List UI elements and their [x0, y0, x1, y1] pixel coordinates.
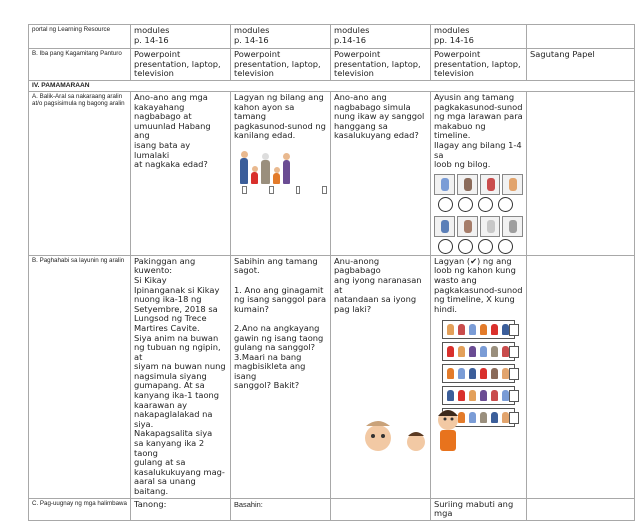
row-section-header — [29, 81, 635, 92]
cell-day4: modules pp. 14-16 — [431, 25, 527, 49]
cell-day4 — [431, 255, 527, 498]
cell-day3: modules p.14-16 — [331, 25, 431, 49]
cell-day2: modules p. 14-16 — [231, 25, 331, 49]
cell-day1: modules p. 14-16 — [131, 25, 231, 49]
row-review — [29, 92, 635, 256]
row-learning-resource-portal — [29, 25, 635, 49]
cell-text: Ano-ano ang mga kakayahang nagbabago at umuunlad Habang ang isang bata ay lumalaki at nagkaka edad? — [134, 92, 211, 170]
row-label: C. Pag-uugnay ng mga halimbawa — [29, 498, 131, 520]
cell-day1: Tanong: — [131, 498, 231, 520]
row-label: B. Paghahabi sa layunin ng aralin — [29, 255, 131, 498]
cell-day4 — [431, 92, 527, 256]
cell-text: Ayusin ang tamang pagkakasunod-sunod ng mga larawan para makabuo ng timeline. Ilagay ang bilang 1-4 sa loob ng bilog. — [434, 92, 523, 170]
cell-day4: Suriing mabuti ang mga — [431, 498, 527, 520]
row-other-resources — [29, 49, 635, 81]
cell-text: Ano-ano ang nagbabago simula nung ikaw ay sanggol hanggang sa kasalukuyang edad? — [334, 92, 425, 141]
cell-day4: Powerpoint presentation, laptop, television — [431, 49, 527, 81]
cell-day1: Powerpoint presentation, laptop, television — [131, 49, 231, 81]
lesson-plan-table — [28, 24, 635, 521]
children-cartoon-icon — [356, 404, 476, 451]
cell-day2: Powerpoint presentation, laptop, television — [231, 49, 331, 81]
row-purpose — [29, 255, 635, 498]
cell-day3: Anu-anong pagbabago ang iyong naranasan at natandaan sa iyong pag laki? — [331, 255, 431, 498]
baby-growth-picture-icon — [434, 174, 523, 254]
cell-day3: Powerpoint presentation, laptop, television — [331, 49, 431, 81]
row-label: A. Balik-Aral sa nakaraang aralin at/o pagsisimula ng bagong aralin — [29, 92, 131, 256]
row-label: portal ng Learning Resource — [29, 25, 131, 49]
row-label: B. Iba pang Kagamitang Panturo — [29, 49, 131, 81]
cell-day5 — [527, 25, 635, 49]
family-age-figure-icon — [234, 144, 327, 194]
cell-day5 — [527, 92, 635, 256]
cell-day5: Sagutang Papel — [527, 49, 635, 81]
cell-day5 — [527, 255, 635, 498]
cell-text: Lagyan ng bilang ang kahon ayon sa tamang pagkasunod-sunod ng kanilang edad. — [234, 92, 326, 141]
cell-day1: Pakinggan ang kuwento: Si Kikay Ipinanganak si Kikay nuong ika-18 ng Setyembre, 2018 sa Lungsod ng Trece Martires Cavite. Siya anim na buwan ng tubuan ng ngipin, at siyam na buwan nung nagsimula siyang gumapang. At sa kanyang ika-1 taong kaarawan ay nakapaglalakad na siya. Nakapagsalita siya sa kanyang ika 2 taong gulang at sa kasalukukuyang mag- aaral sa unang baitang. — [131, 255, 231, 498]
cell-day2: Sabihin ang tamang sagot. 1. Ano ang ginagamit ng isang sanggol para kumain? 2.Ano na angkayang gawin ng isang taong gulang na sanggol? 3.Maari na bang magbisikleta ang isang sanggol? Bakit? — [231, 255, 331, 498]
cell-day2: Basahin: — [231, 498, 331, 520]
cell-day3 — [331, 92, 431, 256]
cell-day3 — [331, 498, 431, 520]
cell-text: Lagyan (✔) ng ang loob ng kahon kung wasto ang pagkakasunod-sunod ng timeline, X kung hindi. — [434, 255, 523, 314]
cell-day1 — [131, 92, 231, 256]
cell-day5 — [527, 498, 635, 520]
section-title: IV. PAMAMARAAN — [29, 81, 635, 92]
cell-day2 — [231, 92, 331, 256]
row-examples — [29, 498, 635, 520]
